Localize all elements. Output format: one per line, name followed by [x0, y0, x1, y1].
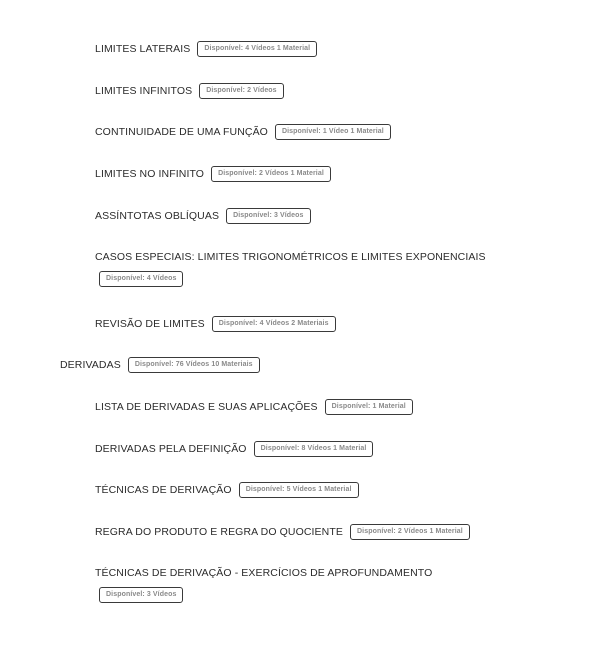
- topic-title[interactable]: CASOS ESPECIAIS: LIMITES TRIGONOMÉTRICOS E LIMITES EXPONENCIAIS: [95, 251, 486, 264]
- topic-regra-do-produto[interactable]: [95, 524, 470, 540]
- availability-badge: Disponível: 76 Vídeos 10 Materiais: [128, 357, 260, 373]
- availability-badge: Disponível: 8 Vídeos 1 Material: [254, 441, 374, 457]
- availability-badge: Disponível: 3 Vídeos: [226, 208, 310, 224]
- topic-assintotas-obliquas[interactable]: [95, 208, 311, 224]
- module-derivadas[interactable]: [60, 357, 260, 373]
- module-title[interactable]: DERIVADAS: [60, 359, 121, 371]
- topic-lista-de-derivadas[interactable]: [95, 399, 413, 415]
- topic-title[interactable]: LISTA DE DERIVADAS E SUAS APLICAÇÕES: [95, 401, 318, 413]
- topic-tecnicas-de-derivacao[interactable]: [95, 482, 359, 498]
- availability-badge: Disponível: 2 Vídeos 1 Material: [211, 166, 331, 182]
- availability-badge: Disponível: 3 Vídeos: [99, 587, 183, 603]
- topic-limites-laterais[interactable]: [95, 41, 317, 57]
- topic-title[interactable]: REGRA DO PRODUTO E REGRA DO QUOCIENTE: [95, 526, 343, 538]
- topic-title[interactable]: LIMITES INFINITOS: [95, 85, 193, 97]
- topic-title[interactable]: LIMITES LATERAIS: [95, 43, 191, 55]
- topic-continuidade[interactable]: [95, 124, 391, 140]
- topic-title[interactable]: TÉCNICAS DE DERIVAÇÃO - EXERCÍCIOS DE APROFUNDAMENTO: [95, 567, 433, 580]
- availability-badge: Disponível: 5 Vídeos 1 Material: [239, 482, 359, 498]
- topic-tecnicas-exercicios[interactable]: [95, 567, 432, 603]
- topic-limites-no-infinito[interactable]: [95, 166, 331, 182]
- availability-badge: Disponível: 1 Material: [325, 399, 413, 415]
- availability-badge: Disponível: 4 Vídeos 2 Materiais: [212, 316, 336, 332]
- topic-casos-especiais[interactable]: [95, 251, 486, 287]
- topic-title[interactable]: REVISÃO DE LIMITES: [95, 318, 205, 330]
- topic-limites-infinitos[interactable]: [95, 83, 284, 99]
- topic-title[interactable]: ASSÍNTOTAS OBLÍQUAS: [95, 210, 220, 222]
- topic-revisao-de-limites[interactable]: [95, 316, 336, 332]
- topic-title[interactable]: TÉCNICAS DE DERIVAÇÃO: [95, 484, 232, 496]
- topic-title[interactable]: DERIVADAS PELA DEFINIÇÃO: [95, 443, 247, 455]
- topic-title[interactable]: LIMITES NO INFINITO: [95, 168, 205, 180]
- availability-badge: Disponível: 4 Vídeos: [99, 271, 183, 287]
- availability-badge: Disponível: 4 Vídeos 1 Material: [197, 41, 317, 57]
- availability-badge: Disponível: 1 Vídeo 1 Material: [275, 124, 391, 140]
- availability-badge: Disponível: 2 Vídeos 1 Material: [350, 524, 470, 540]
- topic-title[interactable]: CONTINUIDADE DE UMA FUNÇÃO: [95, 126, 268, 138]
- availability-badge: Disponível: 2 Vídeos: [199, 83, 283, 99]
- topic-derivadas-pela-definicao[interactable]: [95, 441, 373, 457]
